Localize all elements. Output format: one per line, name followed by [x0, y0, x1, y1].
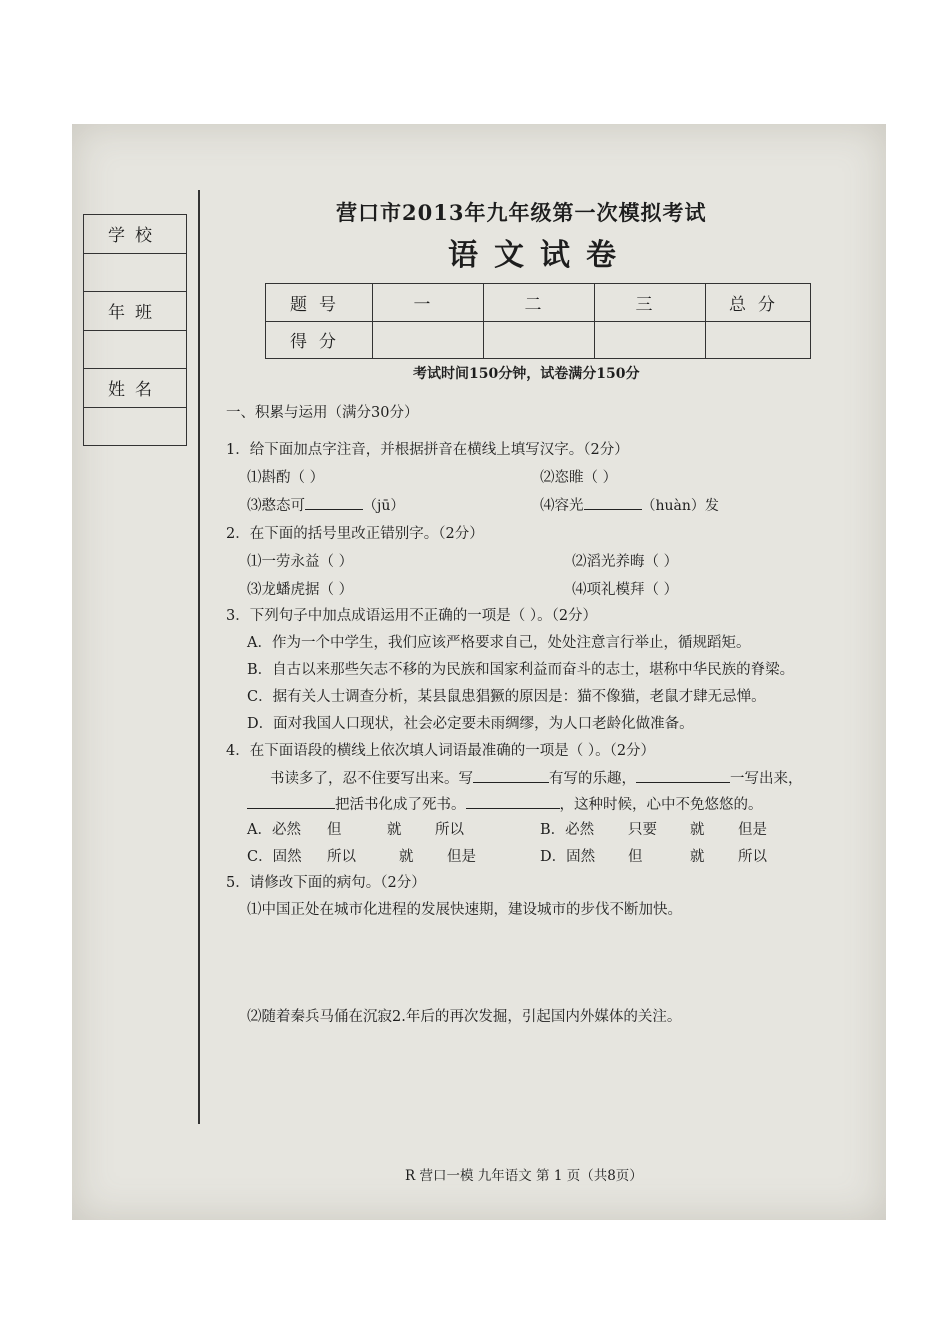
- answer-blank[interactable]: [247, 794, 335, 809]
- option-word: 所以: [738, 849, 767, 865]
- q2-item-a: ⑴一劳永益（ ）: [247, 554, 354, 570]
- score-cell: [484, 321, 595, 359]
- option-word: 就: [690, 822, 705, 838]
- q3-option-c: C．据有关人士调查分析，某县鼠患猖獗的原因是：猫不像猫，老鼠才肆无忌惮。: [247, 689, 766, 705]
- score-header-cell: 总分: [706, 284, 811, 322]
- class-label: 年班: [84, 292, 187, 331]
- option-word: 就: [399, 849, 414, 865]
- q4-passage-text: ，这种时候，心中不免悠悠的。: [559, 797, 763, 813]
- q4-passage-text: 书读多了，忍不住要写出来。写: [270, 771, 473, 787]
- score-header-cell: 三: [595, 284, 706, 322]
- binding-info-table: [83, 214, 187, 446]
- score-row-label: 得分: [266, 321, 373, 359]
- option-word: 只要: [628, 822, 657, 838]
- exam-title: 营口市2013年九年级第一次模拟考试: [336, 200, 707, 225]
- q4-option-b: [540, 818, 767, 839]
- school-label: 学校: [84, 215, 187, 254]
- option-word: 但是: [447, 849, 476, 865]
- option-word: 但: [327, 822, 342, 838]
- answer-blank[interactable]: [305, 495, 363, 510]
- option-word: 但是: [738, 822, 767, 838]
- option-word: 所以: [435, 822, 464, 838]
- q4-option-c: [247, 845, 476, 866]
- option-word: B．必然: [540, 822, 595, 838]
- name-label: 姓名: [84, 369, 187, 408]
- q2-item-c: ⑶龙蟠虎据（ ）: [247, 582, 354, 598]
- q1-item-c-text: ⑶憨态可: [247, 498, 305, 514]
- option-word: 就: [387, 822, 402, 838]
- q4-passage-text: 一写出来，: [730, 771, 803, 787]
- option-word: A．必然: [247, 822, 301, 838]
- score-cell: [706, 321, 811, 359]
- q1-item-b: ⑵恣睢（ ）: [540, 470, 618, 486]
- section-heading: 一、积累与运用（满分30分）: [226, 405, 419, 421]
- exam-info: 考试时间150分钟，试卷满分150分: [413, 366, 640, 382]
- q4-option-d: [540, 845, 767, 866]
- answer-blank[interactable]: [636, 768, 730, 783]
- question-5-stem: 5．请修改下面的病句。（2分）: [226, 875, 426, 891]
- q1-item-d-pinyin: （huàn）发: [641, 498, 719, 514]
- score-cell: [595, 321, 706, 359]
- score-header-cell: 一: [373, 284, 484, 322]
- q4-passage-text: 把活书化成了死书。: [335, 797, 466, 813]
- question-3-stem: 3．下列句子中加点成语运用不正确的一项是（ ）。（2分）: [226, 608, 598, 624]
- score-header-cell: 二: [484, 284, 595, 322]
- question-4-stem: 4．在下面语段的横线上依次填人词语最准确的一项是（ ）。（2分）: [226, 743, 656, 759]
- subject-title: 语文试卷: [448, 238, 632, 273]
- q3-option-a: A．作为一个中学生，我们应该严格要求自己，处处注意言行举止，循规蹈矩。: [247, 635, 751, 651]
- page-footer: R 营口一模 九年语文 第 1 页（共8页）: [405, 1168, 643, 1184]
- answer-blank[interactable]: [584, 495, 642, 510]
- q2-item-d: ⑷项礼模拜（ ）: [572, 582, 679, 598]
- option-word: 就: [690, 849, 705, 865]
- q3-option-b: B．自古以来那些矢志不移的为民族和国家利益而奋斗的志士，堪称中华民族的脊梁。: [247, 662, 795, 678]
- answer-blank[interactable]: [466, 794, 560, 809]
- q1-item-d: [540, 494, 719, 515]
- option-word: 所以: [327, 849, 356, 865]
- question-2-stem: 2．在下面的括号里改正错别字。（2分）: [226, 526, 484, 542]
- q4-passage-line2: [247, 793, 763, 814]
- q4-passage-text: 有写的乐趣，: [549, 771, 636, 787]
- q1-item-c: [247, 494, 404, 515]
- q5-sentence-1: ⑴中国正处在城市化进程的发展快速期，建设城市的步伐不断加快。: [247, 902, 682, 918]
- score-cell: [373, 321, 484, 359]
- class-field: [84, 330, 187, 369]
- q4-option-a: [247, 818, 464, 839]
- binding-line: [198, 190, 200, 1124]
- school-field: [84, 253, 187, 292]
- score-header-cell: 题号: [266, 284, 373, 322]
- answer-blank[interactable]: [473, 768, 549, 783]
- question-1-stem: 1．给下面加点字注音，并根据拼音在横线上填写汉字。（2分）: [226, 442, 629, 458]
- option-word: D．固然: [540, 849, 596, 865]
- q1-item-d-text: ⑷容光: [540, 498, 584, 514]
- q1-item-c-pinyin: （jū）: [363, 498, 405, 514]
- q1-item-a: ⑴斟酌（ ）: [247, 470, 325, 486]
- option-word: C．固然: [247, 849, 302, 865]
- option-word: 但: [628, 849, 643, 865]
- q4-passage-line1: [270, 767, 803, 788]
- q5-sentence-2: ⑵随着秦兵马俑在沉寂2.年后的再次发掘，引起国内外媒体的关注。: [247, 1009, 682, 1025]
- q3-option-d: D．面对我国人口现状，社会必定要未雨绸缪，为人口老龄化做准备。: [247, 716, 694, 732]
- name-field: [84, 407, 187, 446]
- q2-item-b: ⑵滔光养晦（ ）: [572, 554, 679, 570]
- score-table: [265, 283, 811, 359]
